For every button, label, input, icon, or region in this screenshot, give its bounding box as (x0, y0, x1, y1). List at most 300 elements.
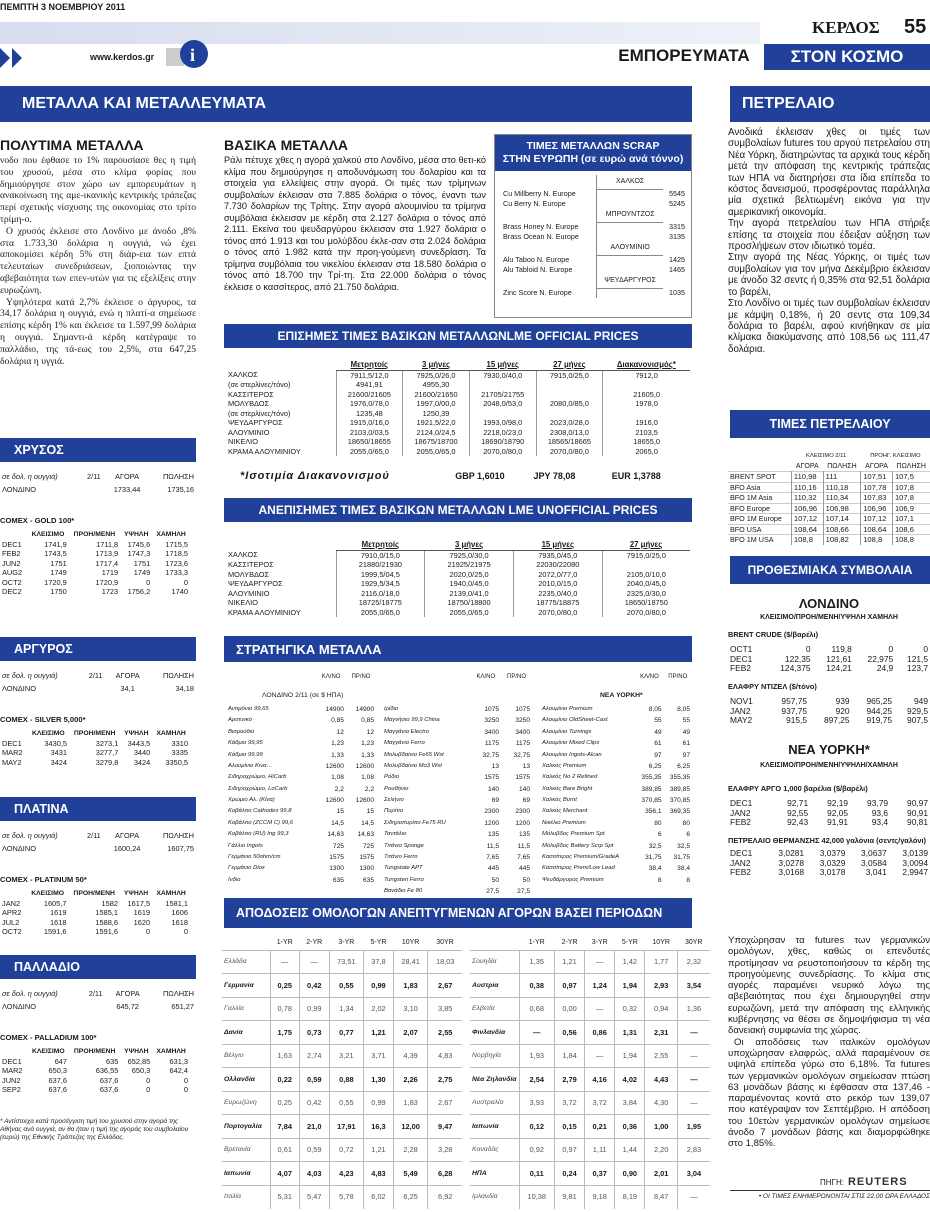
spacer (83, 999, 108, 1016)
strategic-value: 1200 (515, 819, 530, 827)
bond-yield: 6,28 (428, 1162, 462, 1186)
bond-yield: 4,07 (270, 1162, 300, 1186)
metal-header-row (0, 989, 196, 999)
lme-metal: ΜΟΛΥΒΔΟΣ (228, 399, 270, 408)
bond-yield: 0,22 (270, 1068, 300, 1092)
blank (0, 1047, 28, 1057)
lme-row (226, 589, 690, 599)
comex-cell: 0 (146, 577, 151, 587)
strategic-value: 6,25 (648, 762, 662, 770)
bond-yield: — (300, 950, 330, 974)
comex-col: ΧΑΜΗΛΗ (156, 890, 186, 897)
comex-cell: 1720,9 (44, 577, 67, 587)
spacer (501, 208, 597, 222)
oil-price: 110,18 (823, 482, 861, 493)
spacer (82, 841, 106, 858)
comex-cell: 3430,5 (44, 738, 68, 748)
bond-yield: 4,83 (428, 1044, 462, 1068)
strategic-item: Πυρίτιο (384, 808, 403, 815)
strategic-value: 389,85 (641, 785, 662, 793)
lme-cell: 1916,0 (603, 418, 690, 428)
bond-col: 10YR (401, 939, 420, 946)
futures-month: FEB2 (730, 663, 751, 673)
lme-cell (469, 409, 536, 419)
comex-row (0, 1057, 190, 1067)
futures-month: JAN2 (730, 807, 751, 818)
bond-yield: 4,23 (329, 1162, 364, 1186)
strategic-item: Tungstate APT (384, 865, 423, 872)
spacer (501, 241, 597, 255)
lme-col: Μετρητοίς (336, 360, 403, 370)
bond-yield: 3,71 (364, 1044, 394, 1068)
lme-cell (536, 390, 603, 400)
bond-yield: 2,55 (428, 1021, 462, 1045)
bond-yield: 1,77 (645, 950, 678, 974)
strategic-item: Χαλκός Merchant (542, 808, 588, 815)
futures-value: 0 (888, 644, 894, 654)
lme-col: 27 μήνες (602, 540, 690, 550)
strategic-value: 12600 (355, 762, 374, 770)
comex-cell: 1741,9 (44, 539, 67, 549)
bond-yield: 1,36 (677, 997, 710, 1021)
strategic-value: 445 (488, 865, 500, 873)
bond-yield: — (585, 950, 615, 974)
oil-price: 110,34 (823, 493, 861, 504)
bond-yield: 1,34 (329, 997, 364, 1021)
bond-row (470, 1091, 710, 1115)
bond-col: 5-YR (621, 939, 638, 946)
strategic-value: 49 (682, 728, 690, 736)
strategic-row (382, 863, 532, 874)
lme-cell: 2070,0/80,0 (602, 608, 690, 618)
strategic-value: 6 (657, 831, 662, 839)
strategic-item: Μαγγάνιο Electro (384, 728, 430, 735)
strategic-item: Χαλκός Burnt (542, 797, 577, 804)
strategic-value: 97 (682, 751, 690, 759)
oil-prices-grid (728, 452, 930, 545)
comex-cell: JUL2 (2, 917, 20, 927)
bond-country: Βέλγιο (224, 1052, 244, 1059)
unit-label: σε δολ. η ουγγιά) (2, 472, 58, 481)
strategic-item: Μολυβδαίνιο Mo3 Wst (384, 762, 442, 769)
bond-yield: 0,92 (519, 1138, 555, 1162)
comex-label: COMEX - PLATINUM 50* (0, 875, 87, 884)
strategic-row (540, 750, 692, 761)
metal-table (0, 831, 196, 858)
futures-row (728, 664, 930, 674)
precious-metals-title: ΠΟΛΥΤΙΜΑ ΜΕΤΑΛΛΑ (0, 137, 144, 153)
spacer (663, 208, 687, 222)
brent-table (728, 645, 930, 674)
futures-value: 3,0278 (778, 857, 805, 868)
comex-cell: 1606 (171, 908, 188, 917)
strategic-value: 69 (491, 797, 500, 805)
oil-p3: Στην αγορά της Νέας Υόρκης, οι τιμές των συμβολαίων για τον μήνα Δεκέμβριο έκλεισαν με άνοδο 32 σεντς ή 0,35% στα 92,51 δολάρια το βαρέλι, (728, 252, 930, 298)
strategic-row (382, 852, 532, 863)
lme-cell (603, 409, 690, 419)
bond-yield: 9,18 (585, 1185, 615, 1209)
spacer (663, 241, 687, 255)
bond-yield: 0,68 (519, 997, 555, 1021)
strategic-row (540, 784, 692, 795)
comex-cell: 1749 (50, 568, 67, 577)
comex-cell: 650,3 (131, 1066, 151, 1075)
strategic-value: 3250 (484, 717, 500, 725)
strategic-item: Σελήνιο (384, 797, 404, 804)
oil-price: 107,1 (892, 514, 930, 525)
strategic-value: 27,5 (486, 888, 500, 896)
strategic-value: 13 (522, 762, 530, 770)
scrap-price: 5245 (669, 198, 685, 208)
london-sell: 34,18 (175, 684, 194, 694)
futures-value: 90,91 (907, 807, 928, 818)
lme-unofficial-table (226, 540, 690, 617)
strategic-value: 50 (491, 876, 500, 884)
comex-cell: 1585,1 (95, 908, 118, 917)
lme-cell: 1978,0 (603, 399, 690, 409)
metal-header-row (0, 472, 196, 482)
comex-cell: 1743,5 (44, 549, 67, 558)
strategic-value: 1300 (329, 865, 344, 873)
strategic-value: 445 (518, 865, 530, 873)
comex-cell: DEC1 (2, 539, 22, 549)
scrap-row (501, 222, 687, 232)
strategic-value: 3250 (515, 717, 530, 725)
bond-yield: 2,01 (645, 1162, 678, 1186)
brand-name: ΚΕΡΔΟΣ (812, 18, 880, 37)
lme-header (226, 540, 690, 550)
strategic-value: 135 (488, 831, 500, 839)
bond-yield: 2,54 (519, 1068, 555, 1092)
london-title: ΛΟΝΔΙΝΟ (798, 596, 860, 611)
lme-cell: 2308,0/13,0 (536, 428, 603, 438)
futures-value: 3,0379 (819, 848, 846, 858)
strategic-value: 1,23 (331, 740, 344, 748)
lme-metal: ΚΑΣΣΙΤΕΡΟΣ (228, 389, 274, 399)
bond-row (470, 1021, 710, 1045)
bond-yield: 2,55 (645, 1044, 678, 1068)
lme-cell: 22030/22080 (513, 560, 602, 570)
bond-yield: 3,84 (615, 1091, 645, 1115)
strategic-value: 14900 (355, 705, 374, 713)
bond-row (470, 974, 710, 998)
comex-cell: 1711,8 (96, 539, 119, 549)
bond-yield: — (585, 1044, 615, 1068)
bond-table (222, 936, 462, 1209)
bond-yield: 3,54 (677, 974, 710, 998)
comex-cell: 637,6 (48, 1085, 68, 1094)
lme-metal: (σε στερλίνες/τόνο) (228, 408, 291, 418)
bond-yield: 3,10 (393, 997, 428, 1021)
bond-yield: 2,20 (645, 1138, 678, 1162)
lme-cell: 18565/18665 (536, 437, 603, 447)
comex-cell: 652,85 (127, 1056, 151, 1066)
lme-cell (603, 380, 690, 390)
strategic-row (382, 829, 532, 840)
bond-yield: 1,44 (615, 1138, 645, 1162)
bond-row (470, 1138, 710, 1162)
london-sell: 1607,75 (167, 844, 194, 854)
lme-row (226, 370, 690, 380)
lme-cell: 21880/21930 (336, 560, 425, 570)
bond-country: Ιταλία (224, 1193, 241, 1201)
strategic-value: 1575 (329, 854, 344, 862)
scrap-row (501, 288, 687, 298)
lme-cell: 7925,0/30,0 (425, 550, 514, 560)
bond-yield: 0,72 (329, 1138, 364, 1162)
comex-cell: MAY2 (2, 757, 22, 767)
comex-cell: 647 (54, 1056, 68, 1066)
oil-prices-banner: ΤΙΜΕΣ ΠΕΤΡΕΛΑΙΟΥ (730, 410, 930, 438)
bond-yield: 2,83 (677, 1138, 710, 1162)
bond-yield: 0,99 (364, 1091, 394, 1115)
metal-header-row (0, 671, 196, 681)
strategic-item: Ψευδάργυρος Premium (542, 876, 604, 883)
strategic-value: 0,85 (361, 717, 374, 725)
strategic-item: Χρώμιο Αλ. (Κίνα) (228, 797, 275, 804)
lme-cell: 2325,0/30,0 (602, 589, 690, 599)
bond-yield: 6,92 (428, 1185, 462, 1209)
lme-cell: 2103,5 (603, 428, 690, 438)
strategic-value: 140 (488, 785, 500, 793)
strategic-row (226, 727, 376, 738)
comex-cell: 631,3 (169, 1056, 188, 1066)
arrow-icon (0, 46, 26, 70)
bond-yield: 16,3 (364, 1115, 394, 1139)
oil-price-row (728, 482, 930, 493)
lme-cell: 2218,0/23,0 (469, 428, 536, 438)
oil-price: 108,6 (892, 524, 930, 535)
fx-label: *Ισοτιμία Διακανονισμού (240, 470, 390, 482)
metal-table (0, 989, 196, 1016)
lme-official-table (226, 360, 690, 456)
comex-cell: 3424 (133, 757, 151, 767)
bond-yield: 0,77 (329, 1021, 364, 1045)
futures-value: 90,97 (907, 798, 928, 808)
lme-metal: ΨΕΥΔΑΡΓΥΡΟΣ (228, 418, 283, 427)
lme-cell: 21925/21975 (425, 560, 514, 570)
strategic-value: 3400 (515, 728, 530, 736)
strategic-value: 7,65 (517, 854, 530, 862)
bond-yield: 10,38 (519, 1185, 555, 1209)
strategic-value: 356,1 (645, 808, 662, 816)
strategic-value: 12600 (325, 797, 344, 805)
comex-row (0, 739, 190, 749)
comex-cell: 1718,5 (165, 549, 188, 558)
bond-yield: 0,88 (329, 1068, 364, 1092)
strategic-value: 49 (654, 728, 662, 736)
bond-col: 2-YR (306, 939, 323, 946)
bond-row (222, 997, 462, 1021)
oil-price: 107,12 (791, 514, 823, 525)
comex-cell: 1618 (171, 917, 188, 927)
blank (540, 672, 635, 684)
comex-table (0, 729, 190, 767)
comex-col: ΥΨΗΛΗ (124, 730, 149, 737)
strategic-item: Χαλκός Premium (542, 762, 587, 769)
comex-row (0, 918, 190, 928)
strategic-value: 32,75 (513, 751, 530, 759)
spacer (83, 681, 108, 698)
section-title: ΕΜΠΟΡΕΥΜΑΤΑ (618, 46, 750, 65)
strategic-header (382, 672, 532, 684)
bond-country: Πορτογαλία (224, 1122, 262, 1130)
strategic-item: Αντιμόνιο 99,65 (228, 705, 269, 712)
strategic-item: Κασσίτερος Premium/GradeA (542, 854, 620, 861)
comex-cell: 1740 (171, 587, 188, 596)
bond-yield: 21,0 (300, 1115, 330, 1139)
comex-cell: 3279,8 (95, 757, 119, 767)
bond-col: 1-YR (528, 939, 545, 946)
strategic-item: Αλουμίνιο Premium (542, 705, 593, 712)
strategic-value: 0,85 (331, 717, 344, 725)
futures-month: DEC1 (730, 848, 753, 858)
comex-table (0, 1047, 190, 1095)
strategic-item: Κάδμιο 99,95 (228, 740, 263, 747)
comex-cell: 1720,9 (95, 577, 119, 587)
strategic-col-close: ΚΛ/ΝΟ (476, 674, 496, 681)
futures-row (728, 868, 930, 878)
strategic-row (382, 886, 532, 897)
strategic-row (226, 761, 376, 772)
bond-yield: 9,47 (428, 1115, 462, 1139)
strategic-item: Αλουμίνιο Ingots-Alcan (542, 751, 602, 758)
bond-country: Νορβηγία (472, 1052, 502, 1059)
blank (0, 729, 28, 739)
spacer (663, 274, 687, 288)
gas-label: ΕΛΑΦΡΥ ΝΤΙΖΕΛ ($/τόνο) (728, 682, 817, 691)
base-metals-text: Ράλι πέτυχε χθες η αγορά χαλκού στο Λονδίνο, μέσα στο θετι-κό κλίμα που δημιούργησε η αποδυνάμωση του δολαρίου και τα στοιχεία για ελλείψεις στην αγορά. Οι τιμές των τρίμηνων συμβολαίων έκλεισαν στα 7.885 δολάρια ο τόνος, έναντι των 7.730 δολαρίων της Τρίτης. Στην αγορά αλουμινίου τα τρίμηνα συμβόλαια έκλεισαν με κέρδη στα 2.127 δολάρια ο τόνος από 2.111. Εκείνα του ψευδαργύρου έκλεισαν στα 1.927 δολάρια ο τόνος από 1.913 και του μολύβδου έκλε-σαν στα 2.024 δολάρια ο τόνος από 1.982 κατά την προη-γούμενη συνεδρίαση. Τα τρίμηνα συμβόλαια του νικελίου έκλεισαν στα 18.580 δολάρια ο τόνος από 18.700 την Τρί-τη. Στα 22.000 δολάρια ο τόνος έκλεισε ο κασσίτερος, από 21.750 δολάρια. (224, 155, 486, 292)
blank (222, 936, 270, 950)
site-url[interactable]: www.kerdos.gr (90, 52, 155, 62)
strategic-value: 32,75 (482, 751, 500, 759)
strategic-value: 1575 (359, 854, 374, 862)
bond-country: Καναδάς (472, 1146, 499, 1153)
blank (0, 530, 27, 540)
comex-cell: 1756,2 (127, 587, 151, 596)
comex-cell: DEC1 (2, 738, 22, 748)
futures-month: DEC1 (730, 798, 753, 808)
strategic-table (226, 672, 376, 886)
lme-cell: 2072,0/77,0 (513, 570, 602, 580)
futures-value: 3,0139 (902, 848, 928, 858)
scrap-row (501, 189, 687, 199)
lme-cell: 1250,39 (403, 409, 470, 419)
lme-cell: 7912,0 (603, 370, 690, 380)
bond-yield: 1,21 (364, 1138, 394, 1162)
strategic-row (540, 761, 692, 772)
strategic-row (540, 727, 692, 738)
bond-yield: 5,47 (300, 1185, 330, 1209)
comex-cell: SEP2 (2, 1085, 21, 1094)
comex-col: ΚΛΕΙΣΙΜΟ (31, 730, 65, 737)
comex-col: ΧΑΜΗΛΗ (156, 531, 186, 538)
comex-cell: 1713,9 (95, 549, 119, 558)
lme-unofficial-banner: ΑΝΕΠΙΣΗΜΕΣ ΤΙΜΕΣ ΒΑΣΙΚΩΝ ΜΕΤΑΛΛΩΝ LME UNOFFICIAL PRICES (224, 498, 692, 522)
comex-cell: 0 (146, 1085, 151, 1094)
comex-cell: JUN2 (2, 1075, 21, 1085)
bond-yield: 0,73 (300, 1021, 330, 1045)
spacer (663, 175, 687, 189)
lme-cell: 18650/18750 (602, 598, 690, 608)
strategic-row (226, 841, 376, 852)
bond-yield: 1,11 (585, 1138, 615, 1162)
strategic-value: 140 (518, 785, 530, 793)
bond-yield: 1,31 (615, 1021, 645, 1045)
metals-banner: ΜΕΤΑΛΛΑ ΚΑΙ ΜΕΤΑΛΛΕΥΜΑΤΑ (0, 86, 692, 122)
gas-table (728, 697, 930, 726)
bond-country: Ιρλανδία (472, 1193, 498, 1201)
buy-label: ΑΓΟΡΑ (115, 831, 140, 840)
bond-yield: 1,35 (519, 950, 555, 974)
bond-row (222, 1185, 462, 1209)
comex-cell: 642,4 (169, 1066, 188, 1075)
bond-yield: 2,28 (393, 1138, 428, 1162)
futures-value: 897,25 (823, 715, 850, 725)
bond-country: Ευρωζώνη (224, 1099, 257, 1106)
strategic-row (382, 807, 532, 818)
strategic-value: 1075 (515, 705, 530, 713)
lme-cell: 2040,0/45,0 (602, 579, 690, 589)
strategic-value: 55 (654, 717, 662, 725)
date-label: 2/11 (86, 472, 101, 481)
bond-yield: — (677, 1185, 710, 1209)
comex-col: ΧΑΜΗΛΗ (156, 1048, 186, 1055)
lme-row (226, 399, 690, 409)
metal-banner: ΠΛΑΤΙΝΑ (0, 797, 196, 821)
lme-col: 3 μήνες (403, 360, 470, 370)
lme-row (226, 579, 690, 589)
lme-row (226, 390, 690, 400)
strategic-value: 1200 (484, 819, 500, 827)
bond-yield: 0,32 (615, 997, 645, 1021)
oil-price: 107,14 (823, 514, 861, 525)
unit-label: σε δολ. η ουγγιά) (2, 831, 58, 840)
scrap-price: 1465 (669, 264, 685, 274)
header-date: ΠΕΜΠΤΗ 3 ΝΟΕΜΒΡΙΟΥ 2011 (0, 2, 126, 12)
lme-row (226, 447, 690, 457)
strategic-row (540, 852, 692, 863)
strategic-value: 2300 (484, 808, 500, 816)
comex-col: ΥΨΗΛΗ (123, 531, 149, 538)
strategic-value: 370,85 (669, 797, 690, 805)
strategic-row (540, 715, 692, 726)
strategic-value: 31,75 (673, 854, 690, 862)
lme-metal: ΝΙΚΕΛΙΟ (228, 598, 258, 607)
bond-yield: 0,86 (585, 1021, 615, 1045)
blank (382, 672, 471, 684)
lme-cell: 1976,0/78,0 (336, 399, 403, 409)
sell-label: ΠΩΛΗΣΗ (162, 831, 194, 840)
comex-cell: 3424 (50, 757, 68, 767)
scrap-row (501, 255, 687, 265)
bond-yield: 0,97 (555, 1138, 585, 1162)
strategic-item: Κοβάλτιο (ZCCM C) 99,6 (228, 819, 294, 826)
bond-yield: 0,97 (555, 974, 585, 998)
oil-price: 108,66 (823, 524, 861, 535)
futures-value: 944,25 (866, 705, 893, 716)
page-header (0, 0, 930, 66)
svg-text:i: i (190, 45, 196, 65)
oil-grade: BFO Europe (730, 503, 770, 513)
comex-col: ΠΡΟΗ/ΜΕΝΗ (73, 1048, 116, 1055)
strategic-value: 14900 (325, 705, 344, 713)
bond-col: 3-YR (591, 939, 608, 946)
bond-yield: 2,26 (393, 1068, 428, 1092)
ny-title: ΝΕΑ ΥΟΡΚΗ* (788, 742, 870, 757)
precious-p1: νοδο που έφθασε το 1% παρουσίασε θες η τιμή του χρυσού, μέσα στο κλίμα φορίας που δημιούργησε στον χώρο ων εμπορευμάτων η ανακοίνωση της αμε-ικανικής κεντρικής τράπεζας περί σχετικής νίσχυσης της οικονομίας στο τρίτο τρίμη-ο. (0, 155, 196, 225)
strategic-value: 32,5 (677, 842, 690, 850)
